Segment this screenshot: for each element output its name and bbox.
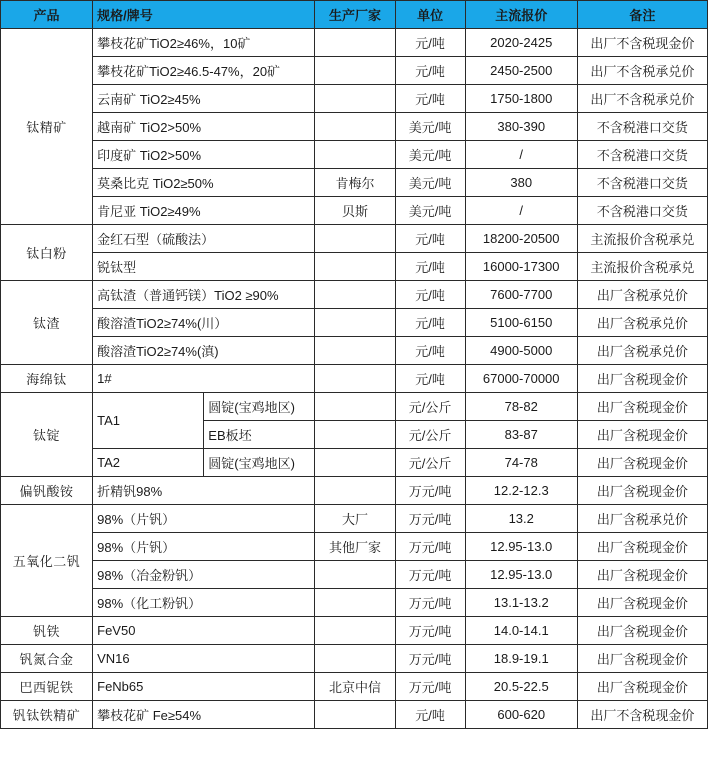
unit-cell: 元/公斤 <box>395 393 465 421</box>
price-cell: 14.0-14.1 <box>465 617 577 645</box>
table-row <box>1 337 708 365</box>
price-cell: / <box>465 141 577 169</box>
spec-cell: 云南矿 TiO2≥45% <box>93 85 315 113</box>
table-row <box>1 477 708 505</box>
note-cell: 出厂不含税承兑价 <box>577 85 707 113</box>
table-row <box>1 57 708 85</box>
unit-cell: 万元/吨 <box>395 533 465 561</box>
product-cell: 钛渣 <box>1 281 93 365</box>
spec-grade-cell: TA2 <box>93 449 204 477</box>
spec-cell: 攀枝花矿TiO2≥46.5-47%，20矿 <box>93 57 315 85</box>
product-cell: 钒铁 <box>1 617 93 645</box>
unit-cell: 元/吨 <box>395 337 465 365</box>
table-row <box>1 645 708 673</box>
column-header-unit: 单位 <box>395 1 465 29</box>
column-header-spec: 规格/牌号 <box>93 1 315 29</box>
factory-cell <box>315 589 395 617</box>
note-cell: 主流报价含税承兑 <box>577 225 707 253</box>
factory-cell <box>315 645 395 673</box>
unit-cell: 元/吨 <box>395 57 465 85</box>
price-cell: 20.5-22.5 <box>465 673 577 701</box>
price-cell: 67000-70000 <box>465 365 577 393</box>
product-cell: 五氧化二钒 <box>1 505 93 617</box>
note-cell: 出厂含税现金价 <box>577 589 707 617</box>
note-cell: 出厂不含税现金价 <box>577 701 707 729</box>
table-row <box>1 309 708 337</box>
note-cell: 主流报价含税承兑 <box>577 253 707 281</box>
unit-cell: 美元/吨 <box>395 113 465 141</box>
note-cell: 出厂含税现金价 <box>577 617 707 645</box>
price-cell: 7600-7700 <box>465 281 577 309</box>
unit-cell: 元/吨 <box>395 225 465 253</box>
factory-cell <box>315 561 395 589</box>
product-cell: 钒钛铁精矿 <box>1 701 93 729</box>
spec-cell: 1# <box>93 365 315 393</box>
note-cell: 不含税港口交货 <box>577 197 707 225</box>
table-row <box>1 505 708 533</box>
spec-cell: FeV50 <box>93 617 315 645</box>
column-header-note: 备注 <box>577 1 707 29</box>
factory-cell <box>315 113 395 141</box>
spec-cell: 98%（片钒） <box>93 533 315 561</box>
spec-cell: 98%（冶金粉钒） <box>93 561 315 589</box>
spec-cell: 锐钛型 <box>93 253 315 281</box>
product-cell: 偏钒酸铵 <box>1 477 93 505</box>
unit-cell: 美元/吨 <box>395 141 465 169</box>
column-header-factory: 生产厂家 <box>315 1 395 29</box>
factory-cell: 大厂 <box>315 505 395 533</box>
note-cell: 出厂含税承兑价 <box>577 281 707 309</box>
factory-cell <box>315 449 395 477</box>
unit-cell: 万元/吨 <box>395 477 465 505</box>
table-row <box>1 169 708 197</box>
spec-detail-cell: 圆锭(宝鸡地区) <box>204 393 315 421</box>
note-cell: 出厂含税现金价 <box>577 533 707 561</box>
column-header-price: 主流报价 <box>465 1 577 29</box>
note-cell: 不含税港口交货 <box>577 169 707 197</box>
table-row <box>1 253 708 281</box>
price-cell: 16000-17300 <box>465 253 577 281</box>
factory-cell <box>315 477 395 505</box>
unit-cell: 万元/吨 <box>395 645 465 673</box>
spec-cell: 酸溶渣TiO2≥74%(川） <box>93 309 315 337</box>
unit-cell: 元/吨 <box>395 281 465 309</box>
spec-detail-cell: 圆锭(宝鸡地区) <box>204 449 315 477</box>
factory-cell: 肯梅尔 <box>315 169 395 197</box>
unit-cell: 美元/吨 <box>395 169 465 197</box>
note-cell: 出厂含税承兑价 <box>577 337 707 365</box>
unit-cell: 万元/吨 <box>395 505 465 533</box>
spec-cell: FeNb65 <box>93 673 315 701</box>
table-row <box>1 141 708 169</box>
spec-cell: VN16 <box>93 645 315 673</box>
spec-cell: 98%（片钒） <box>93 505 315 533</box>
price-cell: 2450-2500 <box>465 57 577 85</box>
unit-cell: 万元/吨 <box>395 589 465 617</box>
unit-cell: 元/吨 <box>395 365 465 393</box>
factory-cell: 其他厂家 <box>315 533 395 561</box>
factory-cell: 北京中信 <box>315 673 395 701</box>
table-row <box>1 617 708 645</box>
note-cell: 出厂含税现金价 <box>577 393 707 421</box>
spec-cell: 金红石型（硫酸法） <box>93 225 315 253</box>
price-cell: 380-390 <box>465 113 577 141</box>
table-row <box>1 393 708 421</box>
note-cell: 出厂含税现金价 <box>577 421 707 449</box>
spec-detail-cell: EB板坯 <box>204 421 315 449</box>
factory-cell <box>315 337 395 365</box>
table-row <box>1 225 708 253</box>
factory-cell <box>315 141 395 169</box>
spec-cell: 越南矿 TiO2>50% <box>93 113 315 141</box>
product-cell: 钒氮合金 <box>1 645 93 673</box>
spec-cell: 攀枝花矿TiO2≥46%，10矿 <box>93 29 315 57</box>
product-cell: 海绵钛 <box>1 365 93 393</box>
unit-cell: 元/吨 <box>395 309 465 337</box>
note-cell: 出厂含税承兑价 <box>577 505 707 533</box>
product-cell: 钛锭 <box>1 393 93 477</box>
price-cell: 600-620 <box>465 701 577 729</box>
spec-cell: 酸溶渣TiO2≥74%(滇) <box>93 337 315 365</box>
price-cell: 18200-20500 <box>465 225 577 253</box>
factory-cell: 贝斯 <box>315 197 395 225</box>
price-cell: 13.2 <box>465 505 577 533</box>
table-row <box>1 533 708 561</box>
unit-cell: 元/吨 <box>395 85 465 113</box>
table-row <box>1 113 708 141</box>
unit-cell: 元/吨 <box>395 29 465 57</box>
price-cell: 18.9-19.1 <box>465 645 577 673</box>
price-cell: 13.1-13.2 <box>465 589 577 617</box>
note-cell: 不含税港口交货 <box>577 113 707 141</box>
table-row <box>1 281 708 309</box>
price-cell: 78-82 <box>465 393 577 421</box>
header-row <box>1 1 708 29</box>
spec-cell: 肯尼亚 TiO2≥49% <box>93 197 315 225</box>
note-cell: 出厂不含税承兑价 <box>577 57 707 85</box>
factory-cell <box>315 225 395 253</box>
spec-cell: 高钛渣（普通钙镁）TiO2 ≥90% <box>93 281 315 309</box>
spec-cell: 印度矿 TiO2>50% <box>93 141 315 169</box>
note-cell: 出厂含税现金价 <box>577 561 707 589</box>
spec-cell: 98%（化工粉钒） <box>93 589 315 617</box>
spec-cell: 莫桑比克 TiO2≥50% <box>93 169 315 197</box>
unit-cell: 万元/吨 <box>395 561 465 589</box>
unit-cell: 万元/吨 <box>395 673 465 701</box>
factory-cell <box>315 85 395 113</box>
factory-cell <box>315 29 395 57</box>
price-cell: 5100-6150 <box>465 309 577 337</box>
spec-cell: 攀枝花矿 Fe≥54% <box>93 701 315 729</box>
price-cell: 2020-2425 <box>465 29 577 57</box>
note-cell: 出厂含税承兑价 <box>577 309 707 337</box>
price-cell: 380 <box>465 169 577 197</box>
factory-cell <box>315 309 395 337</box>
unit-cell: 元/公斤 <box>395 421 465 449</box>
factory-cell <box>315 365 395 393</box>
column-header-product: 产品 <box>1 1 93 29</box>
price-cell: 4900-5000 <box>465 337 577 365</box>
price-cell: 83-87 <box>465 421 577 449</box>
factory-cell <box>315 421 395 449</box>
unit-cell: 美元/吨 <box>395 197 465 225</box>
product-cell: 巴西铌铁 <box>1 673 93 701</box>
table-row <box>1 85 708 113</box>
table-row <box>1 673 708 701</box>
product-cell: 钛精矿 <box>1 29 93 225</box>
unit-cell: 元/公斤 <box>395 449 465 477</box>
price-cell: / <box>465 197 577 225</box>
table-row <box>1 197 708 225</box>
note-cell: 出厂含税现金价 <box>577 477 707 505</box>
note-cell: 出厂不含税现金价 <box>577 29 707 57</box>
price-cell: 74-78 <box>465 449 577 477</box>
table-row <box>1 449 708 477</box>
factory-cell <box>315 253 395 281</box>
note-cell: 出厂含税现金价 <box>577 673 707 701</box>
table-head <box>1 1 708 29</box>
table-row <box>1 29 708 57</box>
product-cell: 钛白粉 <box>1 225 93 281</box>
spec-grade-cell: TA1 <box>93 393 204 449</box>
unit-cell: 万元/吨 <box>395 617 465 645</box>
factory-cell <box>315 701 395 729</box>
price-cell: 12.2-12.3 <box>465 477 577 505</box>
note-cell: 出厂含税现金价 <box>577 365 707 393</box>
unit-cell: 元/吨 <box>395 701 465 729</box>
note-cell: 出厂含税现金价 <box>577 645 707 673</box>
factory-cell <box>315 617 395 645</box>
unit-cell: 元/吨 <box>395 253 465 281</box>
table-body <box>1 29 708 729</box>
table-row <box>1 701 708 729</box>
factory-cell <box>315 57 395 85</box>
price-cell: 1750-1800 <box>465 85 577 113</box>
note-cell: 出厂含税现金价 <box>577 449 707 477</box>
spec-cell: 折精钒98% <box>93 477 315 505</box>
table-row <box>1 589 708 617</box>
table-row <box>1 365 708 393</box>
price-cell: 12.95-13.0 <box>465 533 577 561</box>
factory-cell <box>315 393 395 421</box>
note-cell: 不含税港口交货 <box>577 141 707 169</box>
factory-cell <box>315 281 395 309</box>
table-row <box>1 561 708 589</box>
price-cell: 12.95-13.0 <box>465 561 577 589</box>
